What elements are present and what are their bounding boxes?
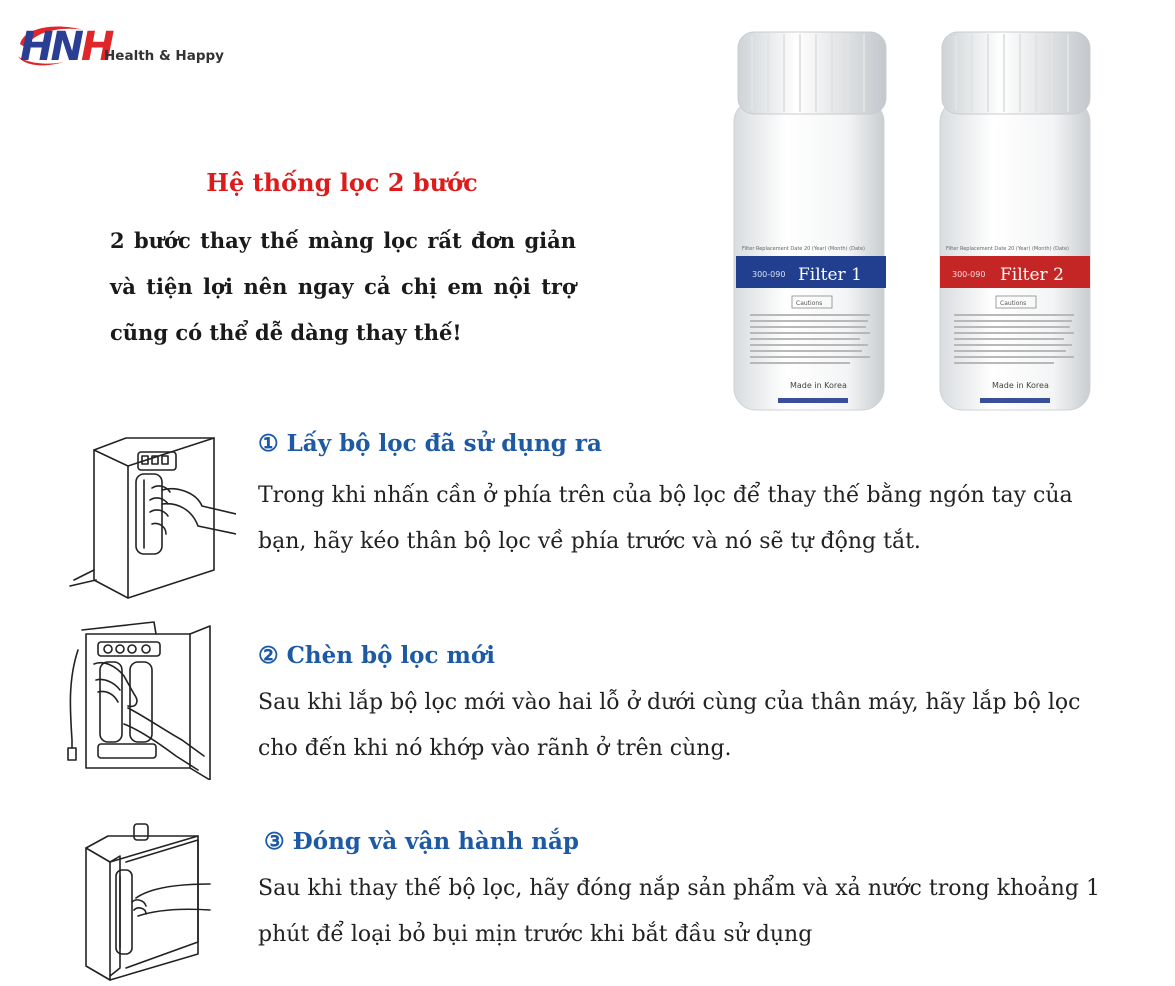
intro-body: 2 bước thay thế màng lọc rất đơn giản và tiện lợi nên ngay cả chị em nội trợ cũng có thể dễ dàng thay thế! <box>110 228 576 345</box>
filter-cartridges-photo <box>720 22 1120 417</box>
svg-text:Made in Korea: Made in Korea <box>790 381 847 390</box>
filter-1-cartridge <box>734 32 886 410</box>
svg-text:Filter 2: Filter 2 <box>1000 265 1064 285</box>
insert-filter-illustration <box>64 620 224 780</box>
brand-tagline: Health & Happy <box>104 48 224 64</box>
svg-text:300-090: 300-090 <box>752 270 786 279</box>
svg-text:300-090: 300-090 <box>952 270 986 279</box>
svg-text:Made in Korea: Made in Korea <box>992 381 1049 390</box>
svg-text:Filter 1: Filter 1 <box>798 265 862 285</box>
remove-filter-illustration <box>66 430 236 602</box>
svg-text:Filter Replacement Date 20 (Ye: Filter Replacement Date 20 (Year) (Month) (Date) <box>742 246 865 252</box>
filter-2-cartridge <box>940 32 1090 410</box>
close-cover-illustration <box>80 818 220 982</box>
step-3-text: Sau khi thay thế bộ lọc, hãy đóng nắp sản phẩm và xả nước trong khoảng 1 phút để loại bỏ bụi mịn trước khi bắt đầu sử dụng <box>258 876 1100 947</box>
svg-text:Cautions: Cautions <box>796 300 823 307</box>
step-2-text: Sau khi lắp bộ lọc mới vào hai lỗ ở dưới cùng của thân máy, hãy lắp bộ lọc cho đến khi nó khớp vào rãnh ở trên cùng. <box>258 690 1081 761</box>
step-3-title: ③ Đóng và vận hành nắp <box>264 828 579 855</box>
svg-text:Cautions: Cautions <box>1000 300 1027 307</box>
brand-logo-letters: HNH <box>20 24 112 70</box>
svg-text:Filter Replacement Date 20 (Ye: Filter Replacement Date 20 (Year) (Month) (Date) <box>946 246 1069 252</box>
intro-title: Hệ thống lọc 2 bước <box>206 168 478 197</box>
step-1-text: Trong khi nhấn cần ở phía trên của bộ lọc để thay thế bằng ngón tay của bạn, hãy kéo thân bộ lọc về phía trước và nó sẽ tự động tắt. <box>258 483 1073 554</box>
step-1-title: ① Lấy bộ lọc đã sử dụng ra <box>258 430 602 457</box>
step-2-title: ② Chèn bộ lọc mới <box>258 642 495 669</box>
